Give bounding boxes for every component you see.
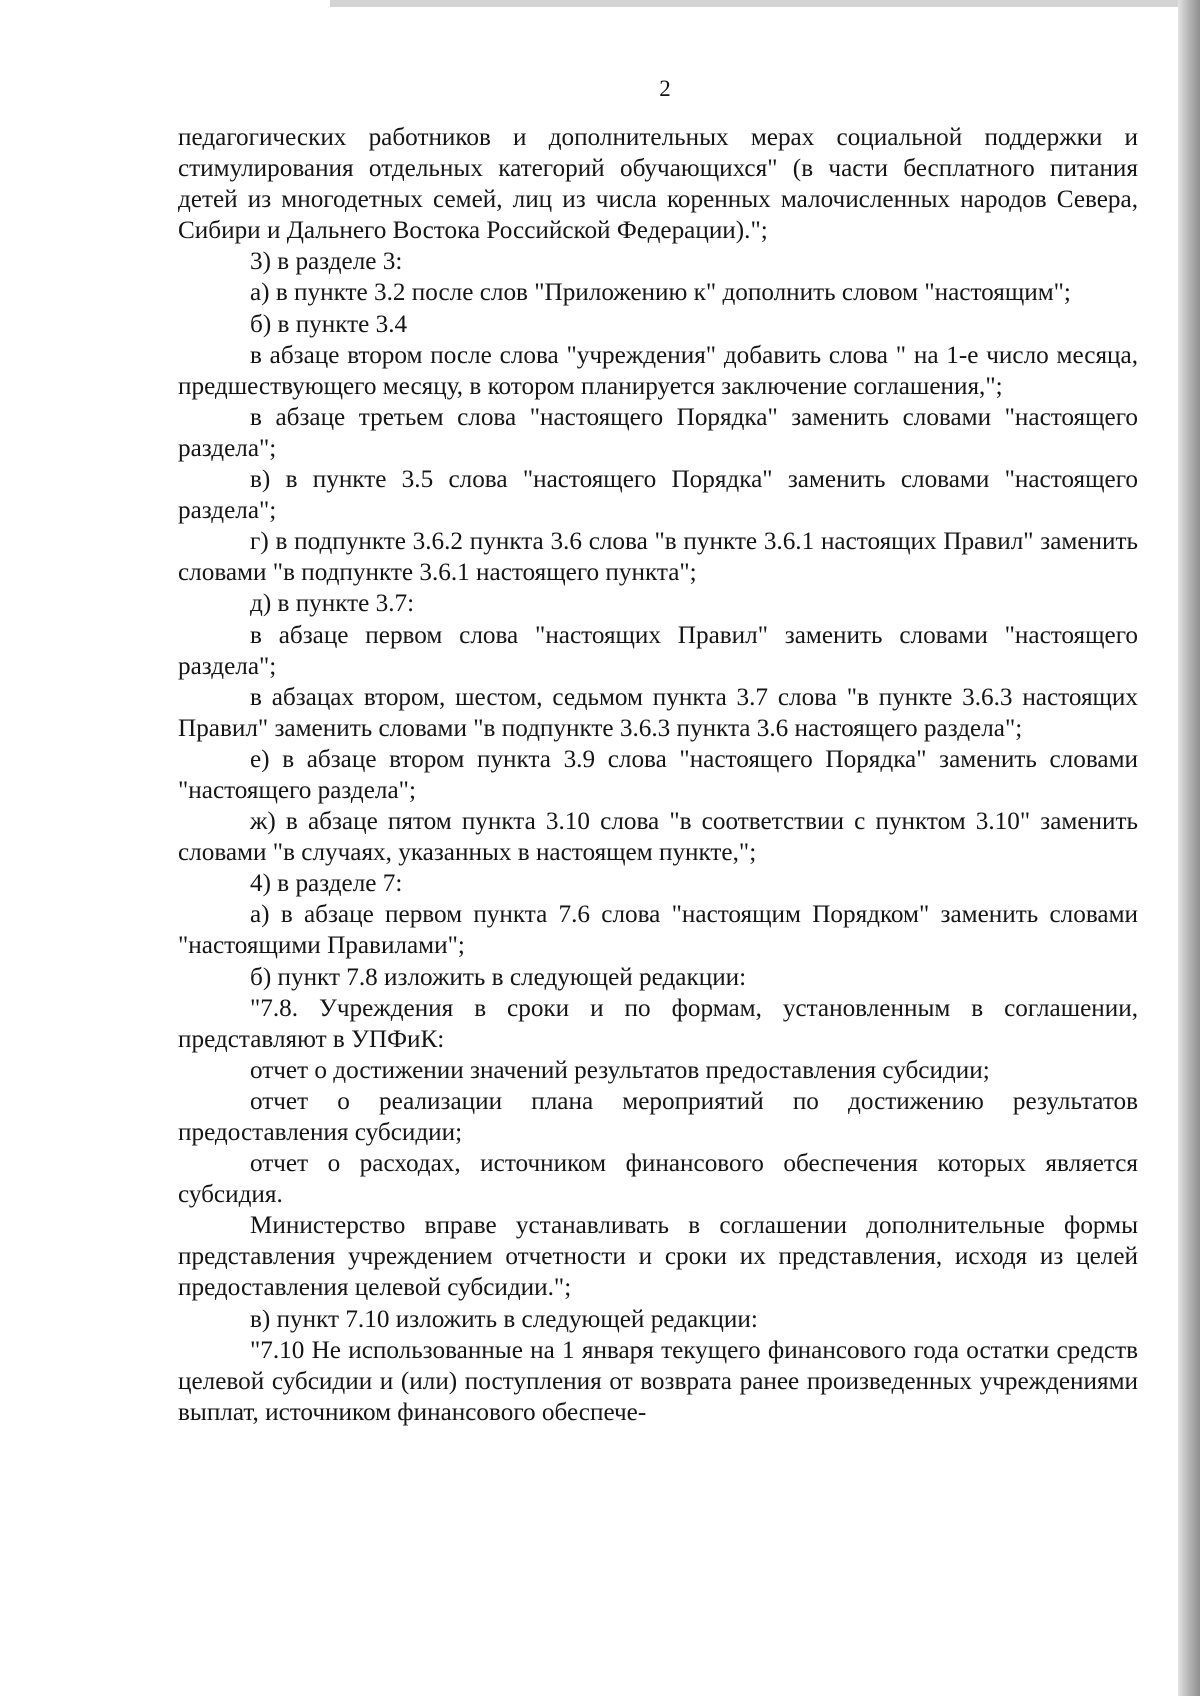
paragraph-item-3g: г) в подпункте 3.6.2 пункта 3.6 слова "в пункте 3.6.1 настоящих Правил" заменить словами "в подпункте 3.6.1 настоящего пункта"; [178,528,1138,587]
paragraph-item-4v: в) пункт 7.10 изложить в следующей редакции: [250,1305,758,1333]
paragraph-report-results: отчет о достижении значений результатов предоставления субсидии; [250,1056,990,1084]
paragraph-3b-second: в абзаце втором после слова "учреждения" добавить слова " на 1-е число месяца, предшествующего месяцу, в котором планируется заключение соглашения,"; [178,341,1138,400]
paragraph-item-4b: б) пункт 7.8 изложить в следующей редакции: [250,963,747,991]
paragraph-continuation: педагогических работников и дополнительных мерах социальной поддержки и стимулирования отдельных категорий обучающихся" (в части бесплатного питания детей из многодетных семей, лиц из числа коренных малочисленных народов Севера, Сибири и Дальнего Востока Российской Федерации)."; [178,124,1138,245]
paragraph-3b-third: в абзаце третьем слова "настоящего Порядка" заменить словами "настоящего раздела"; [178,403,1138,462]
paragraph-quote-7-8: "7.8. Учреждения в сроки и по формам, установленным в соглашении, представляют в УПФиК: [178,994,1138,1053]
paragraph-item-3e: е) в абзаце втором пункта 3.9 слова "настоящего Порядка" заменить словами "настоящего раздела"; [178,745,1138,804]
paragraph-item-3zh: ж) в абзаце пятом пункта 3.10 слова "в соответствии с пунктом 3.10" заменить словами "в случаях, указанных в настоящем пункте,"; [178,808,1138,867]
scan-edge-right [1178,0,1200,1696]
page-number: 2 [659,76,671,101]
document-body [178,122,1138,1428]
paragraph-item-3b: б) в пункте 3.4 [250,310,408,338]
paragraph-quote-7-10: "7.10 Не использованные на 1 января текущего финансового года остатки средств целевой субсидии и (или) поступления от возврата ранее произведенных учреждениями выплат, источником финансового обеспече- [178,1336,1138,1426]
paragraph-report-expenses: отчет о расходах, источником финансового обеспечения которых является субсидия. [178,1150,1138,1209]
paragraph-item-3v: в) в пункте 3.5 слова "настоящего Порядка" заменить словами "настоящего раздела"; [178,466,1138,525]
paragraph-report-plan: отчет о реализации плана мероприятий по достижению результатов предоставления субсидии; [178,1087,1138,1146]
paragraph-item-3d: д) в пункте 3.7: [250,590,415,618]
paragraph-item-3: 3) в разделе 3: [250,248,403,276]
paragraph-item-3a: а) в пункте 3.2 после слов "Приложению к" дополнить словом "настоящим"; [250,279,1071,307]
paragraph-3d-other: в абзацах втором, шестом, седьмом пункта 3.7 слова "в пункте 3.6.3 настоящих Правил" заменить словами "в подпункте 3.6.3 пункта 3.6 настоящего раздела"; [178,683,1138,742]
paragraph-3d-first: в абзаце первом слова "настоящих Правил" заменить словами "настоящего раздела"; [178,621,1138,680]
paragraph-item-4a: а) в абзаце первом пункта 7.6 слова "настоящим Порядком" заменить словами "настоящими Правилами"; [178,901,1138,960]
paragraph-ministry: Министерство вправе устанавливать в соглашении дополнительные формы представления учреждением отчетности и сроки их представления, исходя из целей предоставления целевой субсидии."; [178,1212,1138,1302]
paragraph-item-4: 4) в разделе 7: [250,870,403,898]
